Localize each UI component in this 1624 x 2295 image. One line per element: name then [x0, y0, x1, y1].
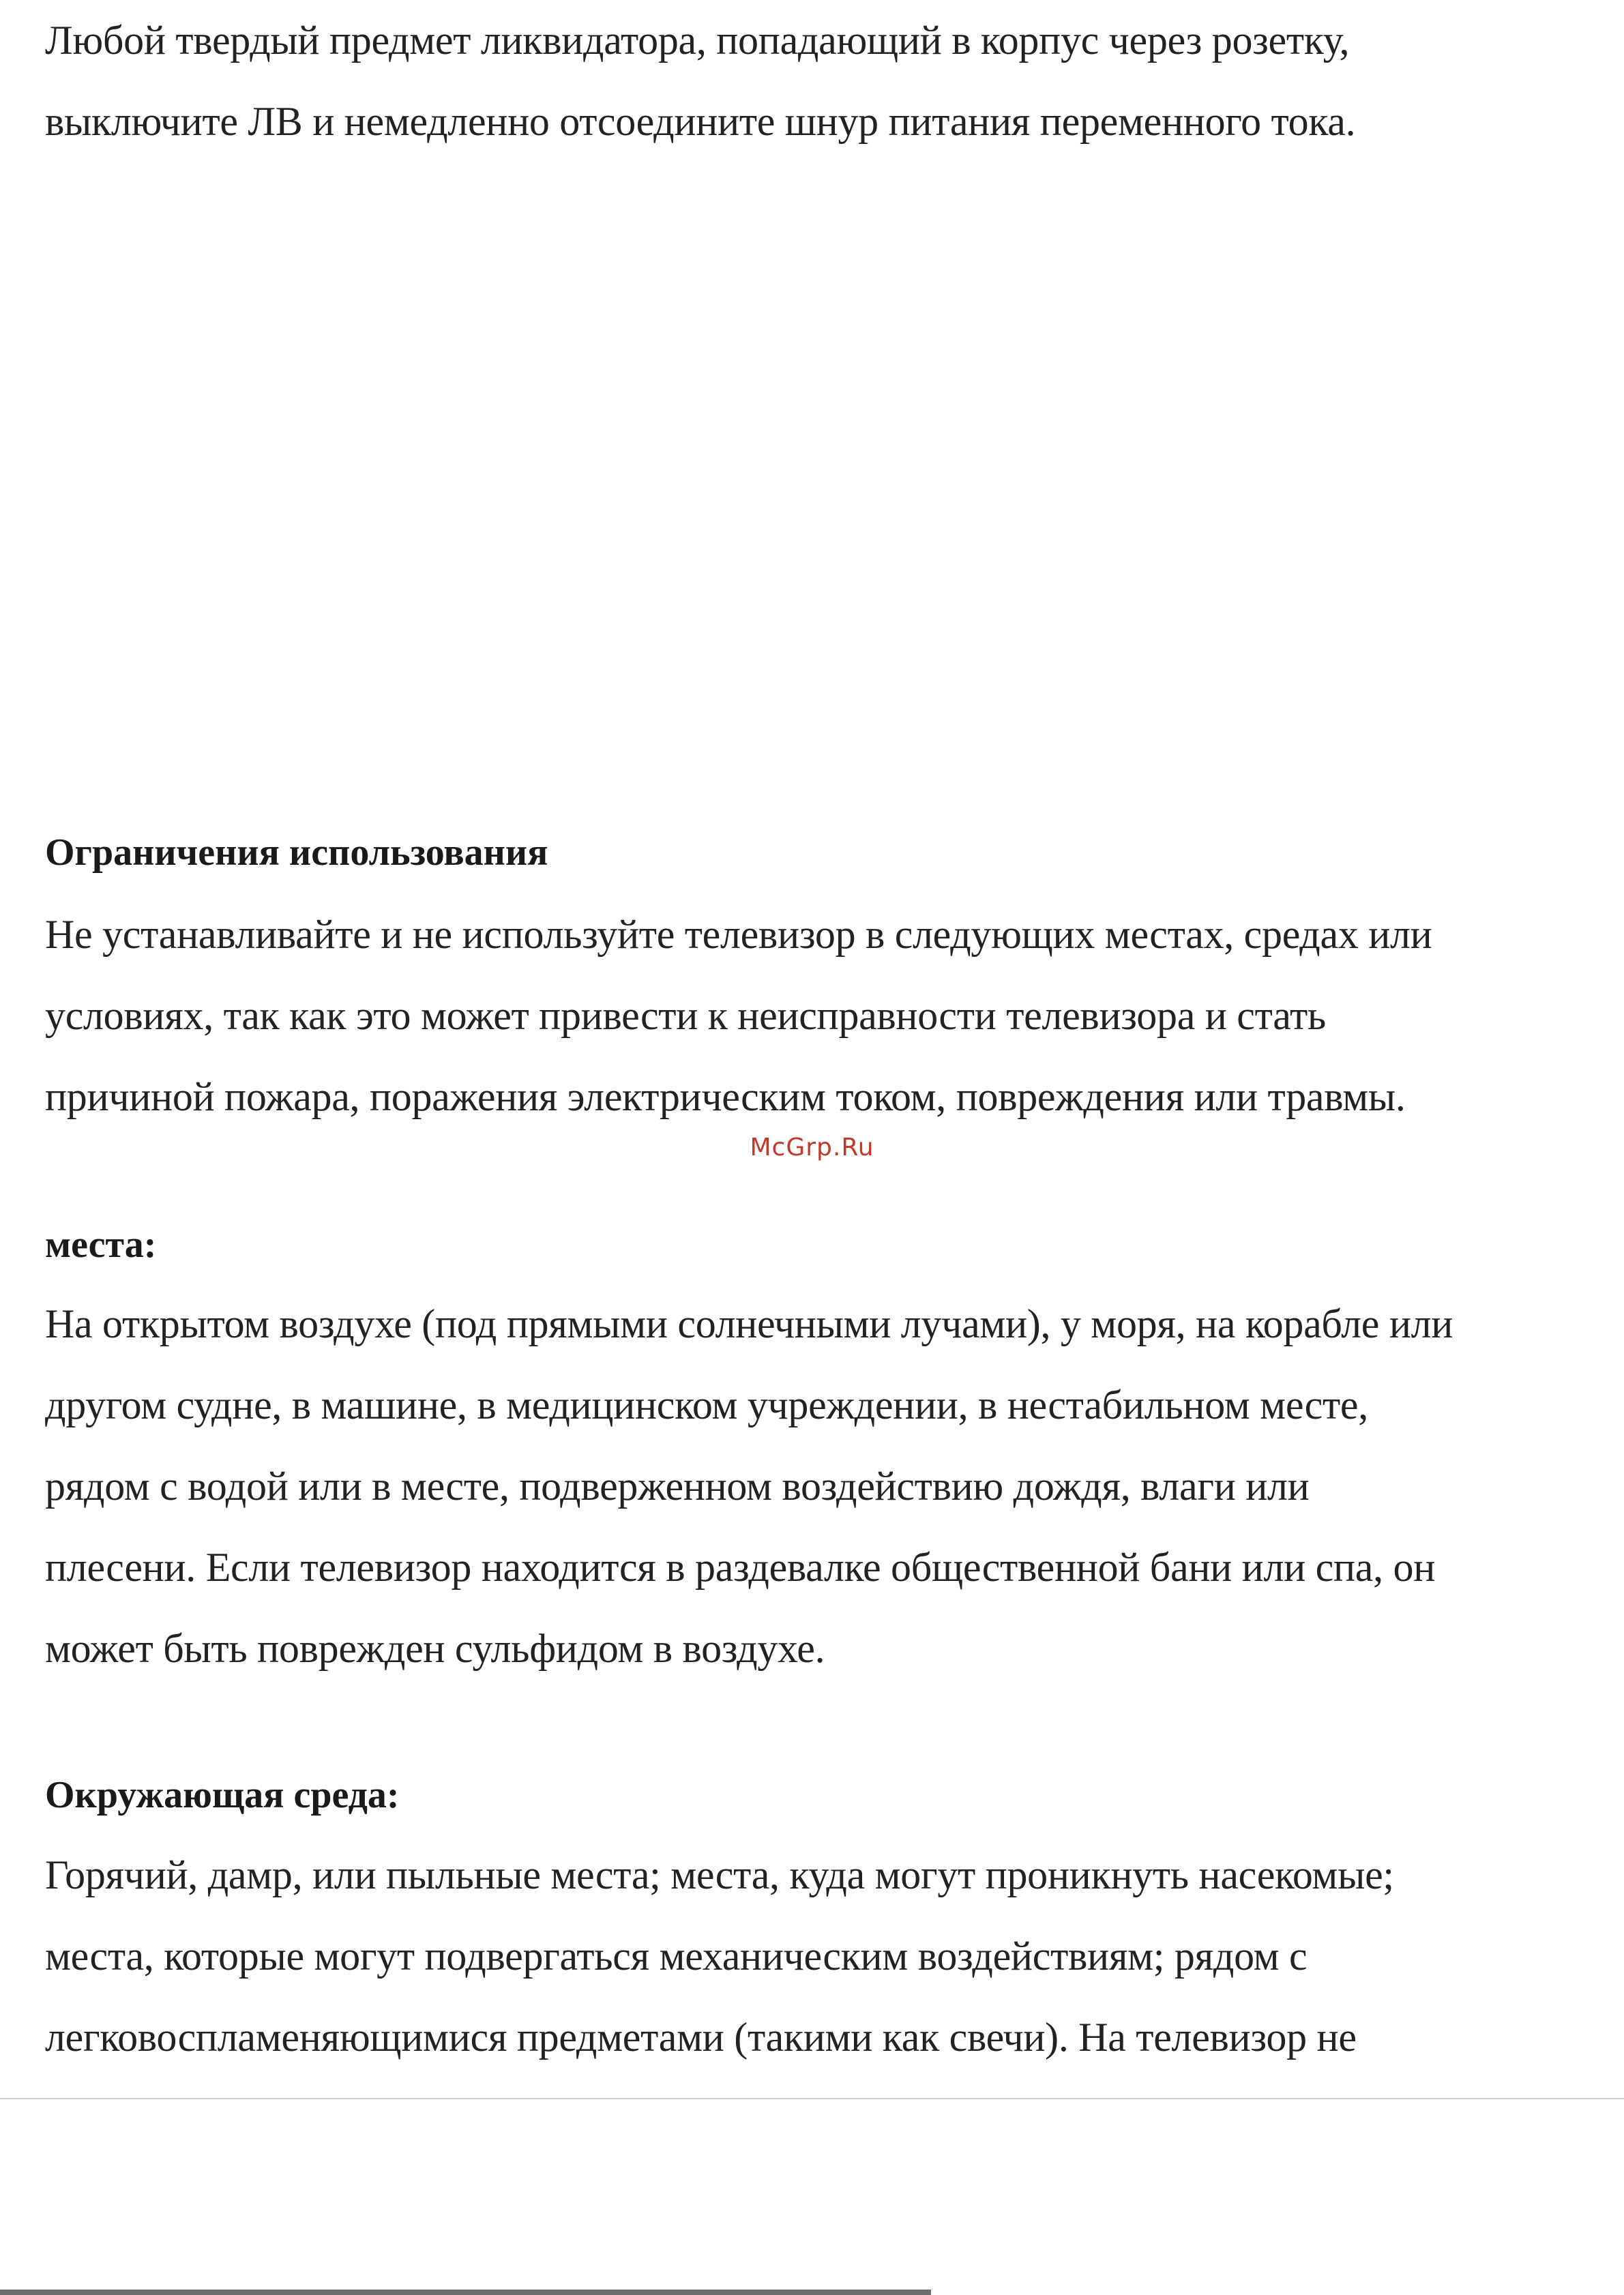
env-line-2: места, которые могут подвергаться механическим воздействиям; рядом с — [45, 1934, 1308, 1979]
intro-paragraph — [45, 0, 1580, 162]
places-paragraph — [45, 1284, 1580, 1689]
places-heading: места: — [45, 1224, 157, 1266]
places-line-2: другом судне, в машине, в медицинском учреждении, в нестабильном месте, — [45, 1382, 1368, 1427]
intro-line-1: Любой твердый предмет ликвидатора, попадающий в корпус через розетку, — [45, 18, 1350, 63]
env-line-3: легковоспламеняющимися предметами (такими как свечи). На телевизор не — [45, 2015, 1357, 2060]
intro-line-2: выключите ЛВ и немедленно отсоедините шнур питания переменного тока. — [45, 99, 1356, 144]
usage-restrictions-paragraph — [45, 894, 1580, 1138]
environment-paragraph — [45, 1835, 1580, 2078]
places-line-4: плесени. Если телевизор находится в раздевалке общественной бани или спа, он — [45, 1545, 1436, 1590]
usage-line-1: Не устанавливайте и не используйте телевизор в следующих местах, средах или — [45, 912, 1432, 957]
places-line-3: рядом с водой или в месте, подверженном воздействию дождя, влаги или — [45, 1464, 1310, 1509]
page-divider — [0, 2098, 1624, 2099]
places-line-5: может быть поврежден сульфидом в воздухе. — [45, 1626, 825, 1671]
environment-heading: Окружающая среда: — [45, 1774, 400, 1816]
env-line-1: Горячий, дамр, или пыльные места; места, куда могут проникнуть насекомые; — [45, 1852, 1394, 1897]
watermark-link[interactable]: McGrp.Ru — [750, 1134, 874, 1161]
usage-line-3: причиной пожара, поражения электрическим током, повреждения или травмы. — [45, 1074, 1406, 1119]
places-line-1: На открытом воздухе (под прямыми солнечными лучами), у моря, на корабле или — [45, 1301, 1453, 1346]
usage-line-2: условиях, так как это может привести к неисправности телевизора и стать — [45, 993, 1326, 1038]
usage-restrictions-heading: Ограничения использования — [45, 831, 548, 874]
next-page-edge — [0, 2290, 931, 2295]
